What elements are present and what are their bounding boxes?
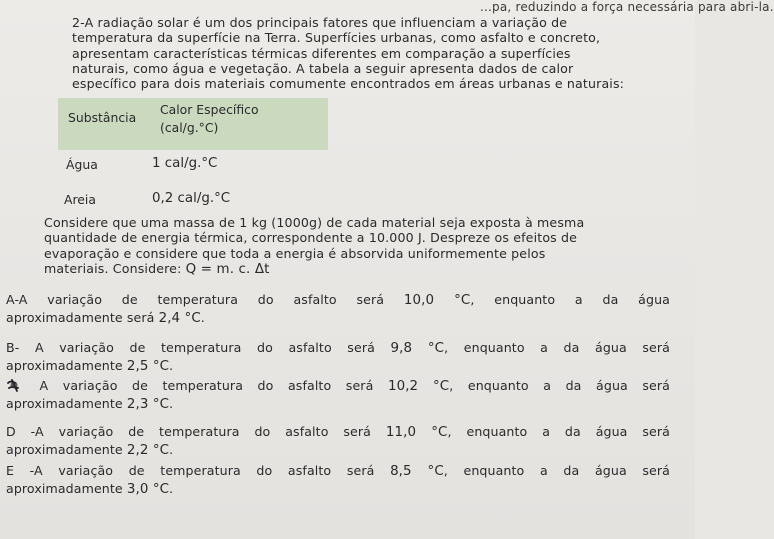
table-cell-value: 1 cal/g.°C	[152, 156, 218, 171]
asphalt-value: 11,0 °C	[385, 425, 448, 440]
option-text: , enquanto a da água será	[447, 424, 670, 439]
option-line	[6, 339, 670, 357]
table-cell-value: 0,2 cal/g.°C	[152, 191, 231, 206]
formula: Q = m. c. Δt	[185, 261, 270, 277]
option-text: , enquanto a da água será	[449, 378, 670, 393]
intro-line: específico para dois materiais comumente encontrados em áreas urbanas e naturais:	[72, 76, 625, 92]
question-statement	[44, 215, 672, 277]
table-header-specific-heat: Calor Específico	[160, 102, 259, 117]
option-text: A-A variação de temperatura do asfalto será	[6, 292, 404, 307]
option-text: aproximadamente será	[6, 310, 159, 325]
water-value: 2,3 °C	[126, 397, 170, 412]
asphalt-value: 10,0 °C	[403, 293, 471, 308]
option-line	[6, 462, 670, 480]
option-text: .	[200, 310, 205, 325]
option-text: A variação de temperatura do asfalto será	[25, 378, 388, 393]
water-value: 3,0 °C	[126, 482, 170, 497]
table-cell-substance: Água	[66, 157, 98, 172]
table-cell-substance: Areia	[64, 192, 96, 207]
water-value: 2,2 °C	[126, 443, 170, 458]
answer-option-a[interactable]	[6, 291, 670, 327]
option-line	[6, 357, 670, 375]
option-line	[6, 395, 670, 413]
handwritten-check-mark-icon	[6, 379, 23, 392]
option-text: D -A variação de temperatura do asfalto será	[6, 424, 386, 439]
option-line	[6, 441, 670, 459]
option-line	[6, 309, 670, 327]
statement-prefix: materiais. Considere:	[44, 260, 186, 276]
statement-line: evaporação e considere que toda a energia é absorvida uniformemente pelos	[44, 245, 546, 261]
water-value: 2,4 °C	[158, 311, 201, 326]
option-line	[6, 423, 670, 441]
statement-line: quantidade de energia térmica, correspondente a 10.000 J. Despreze os efeitos de	[44, 230, 578, 246]
option-text: .	[169, 442, 174, 457]
option-text: , enquanto a da água será	[444, 340, 670, 355]
answer-option-b[interactable]	[6, 339, 670, 375]
question-intro	[72, 15, 672, 91]
intro-line: temperatura da superfície na Terra. Superfícies urbanas, como asfalto e concreto,	[72, 30, 601, 46]
answer-option-e[interactable]	[6, 462, 670, 498]
asphalt-value: 9,8 °C	[390, 341, 445, 356]
answer-option-d[interactable]	[6, 423, 670, 459]
option-text: , enquanto a da água	[470, 292, 670, 307]
answer-option-c[interactable]	[6, 377, 670, 413]
previous-question-fragment: ...pa, reduzindo a força necessária para abri-la.	[480, 0, 774, 14]
option-text: aproximadamente	[6, 396, 127, 411]
option-text: E -A variação de temperatura do asfalto será	[6, 463, 391, 478]
option-text: B- A variação de temperatura do asfalto será	[6, 340, 391, 355]
intro-line: naturais, como água e vegetação. A tabela a seguir apresenta dados de calor	[72, 60, 574, 76]
table-header-unit: (cal/g.°C)	[160, 120, 219, 135]
water-value: 2,5 °C	[126, 359, 170, 374]
intro-line: 2-A radiação solar é um dos principais fatores que influenciam a variação de	[72, 15, 568, 30]
option-text: .	[169, 358, 174, 373]
option-text: aproximadamente	[6, 358, 127, 373]
option-text: , enquanto a da água será	[443, 463, 670, 478]
table-header-substance: Substância	[68, 110, 137, 125]
statement-line	[44, 261, 672, 277]
option-line	[6, 377, 670, 395]
statement-line: Considere que uma massa de 1 kg (1000g) de cada material seja exposta à mesma	[44, 215, 585, 230]
asphalt-value: 8,5 °C	[390, 464, 444, 479]
option-line	[6, 291, 670, 309]
option-text: aproximadamente	[6, 442, 127, 457]
intro-line: apresentam características térmicas diferentes em comparação a superfícies	[72, 45, 571, 61]
option-text: .	[169, 481, 174, 496]
option-text: .	[169, 396, 174, 411]
option-text: aproximadamente	[6, 481, 127, 496]
option-line	[6, 480, 670, 498]
asphalt-value: 10,2 °C	[387, 379, 450, 394]
